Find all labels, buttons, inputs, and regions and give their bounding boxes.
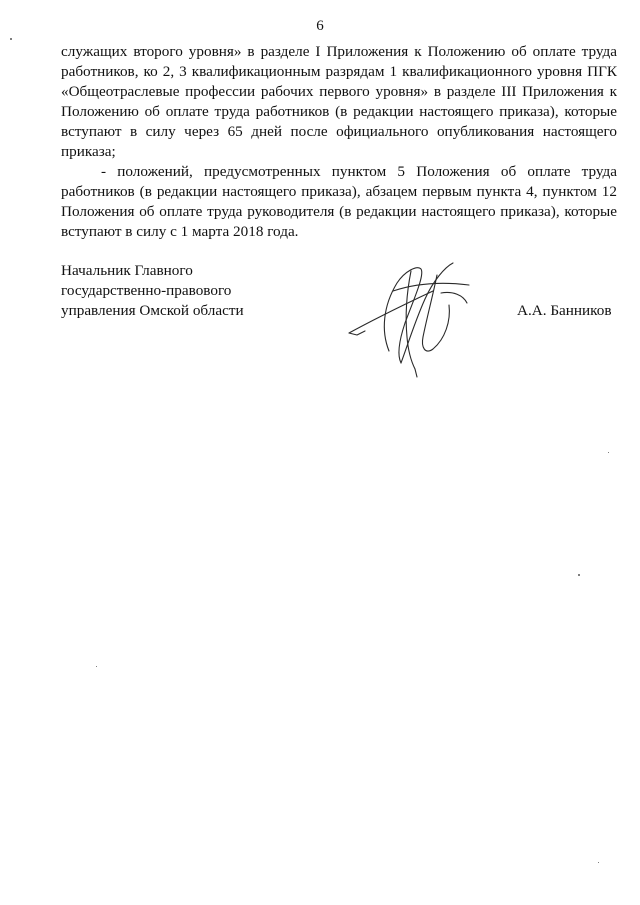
scan-speck <box>578 574 580 576</box>
scan-speck <box>598 862 599 863</box>
handwritten-signature <box>341 251 481 381</box>
body-paragraph-2: - положений, предусмотренных пунктом 5 Положения об оплате труда работников (в редакции настоящего приказа), абзацем первым пункта 4, пунктом 12 Положения об оплате труда руководителя (в редакции настоящего приказа), которые вступают в силу с 1 марта 2018 года. <box>61 163 617 240</box>
page-number: 6 <box>316 18 324 34</box>
scan-speck <box>10 38 12 40</box>
body-paragraph-1: служащих второго уровня» в разделе I Приложения к Положению об оплате труда работников, ко 2, 3 квалификационным разрядам 1 квалификационного уровня ПГК «Общеотраслевые профессии рабочих первого уровня» в разделе III Приложения к Положению об оплате труда работников (в редакции настоящего приказа), которые вступают в силу через 65 дней после официального опубликования настоящего приказа; <box>61 43 617 160</box>
scan-speck <box>608 452 609 453</box>
document-body <box>61 42 617 242</box>
signer-name: А.А. Банников <box>517 302 612 319</box>
scan-speck <box>96 666 97 667</box>
signer-position-line: управления Омской области <box>61 302 244 319</box>
signer-position-line: государственно-правового <box>61 282 232 299</box>
signature-block <box>61 261 621 391</box>
signer-position-line: Начальник Главного <box>61 262 193 279</box>
